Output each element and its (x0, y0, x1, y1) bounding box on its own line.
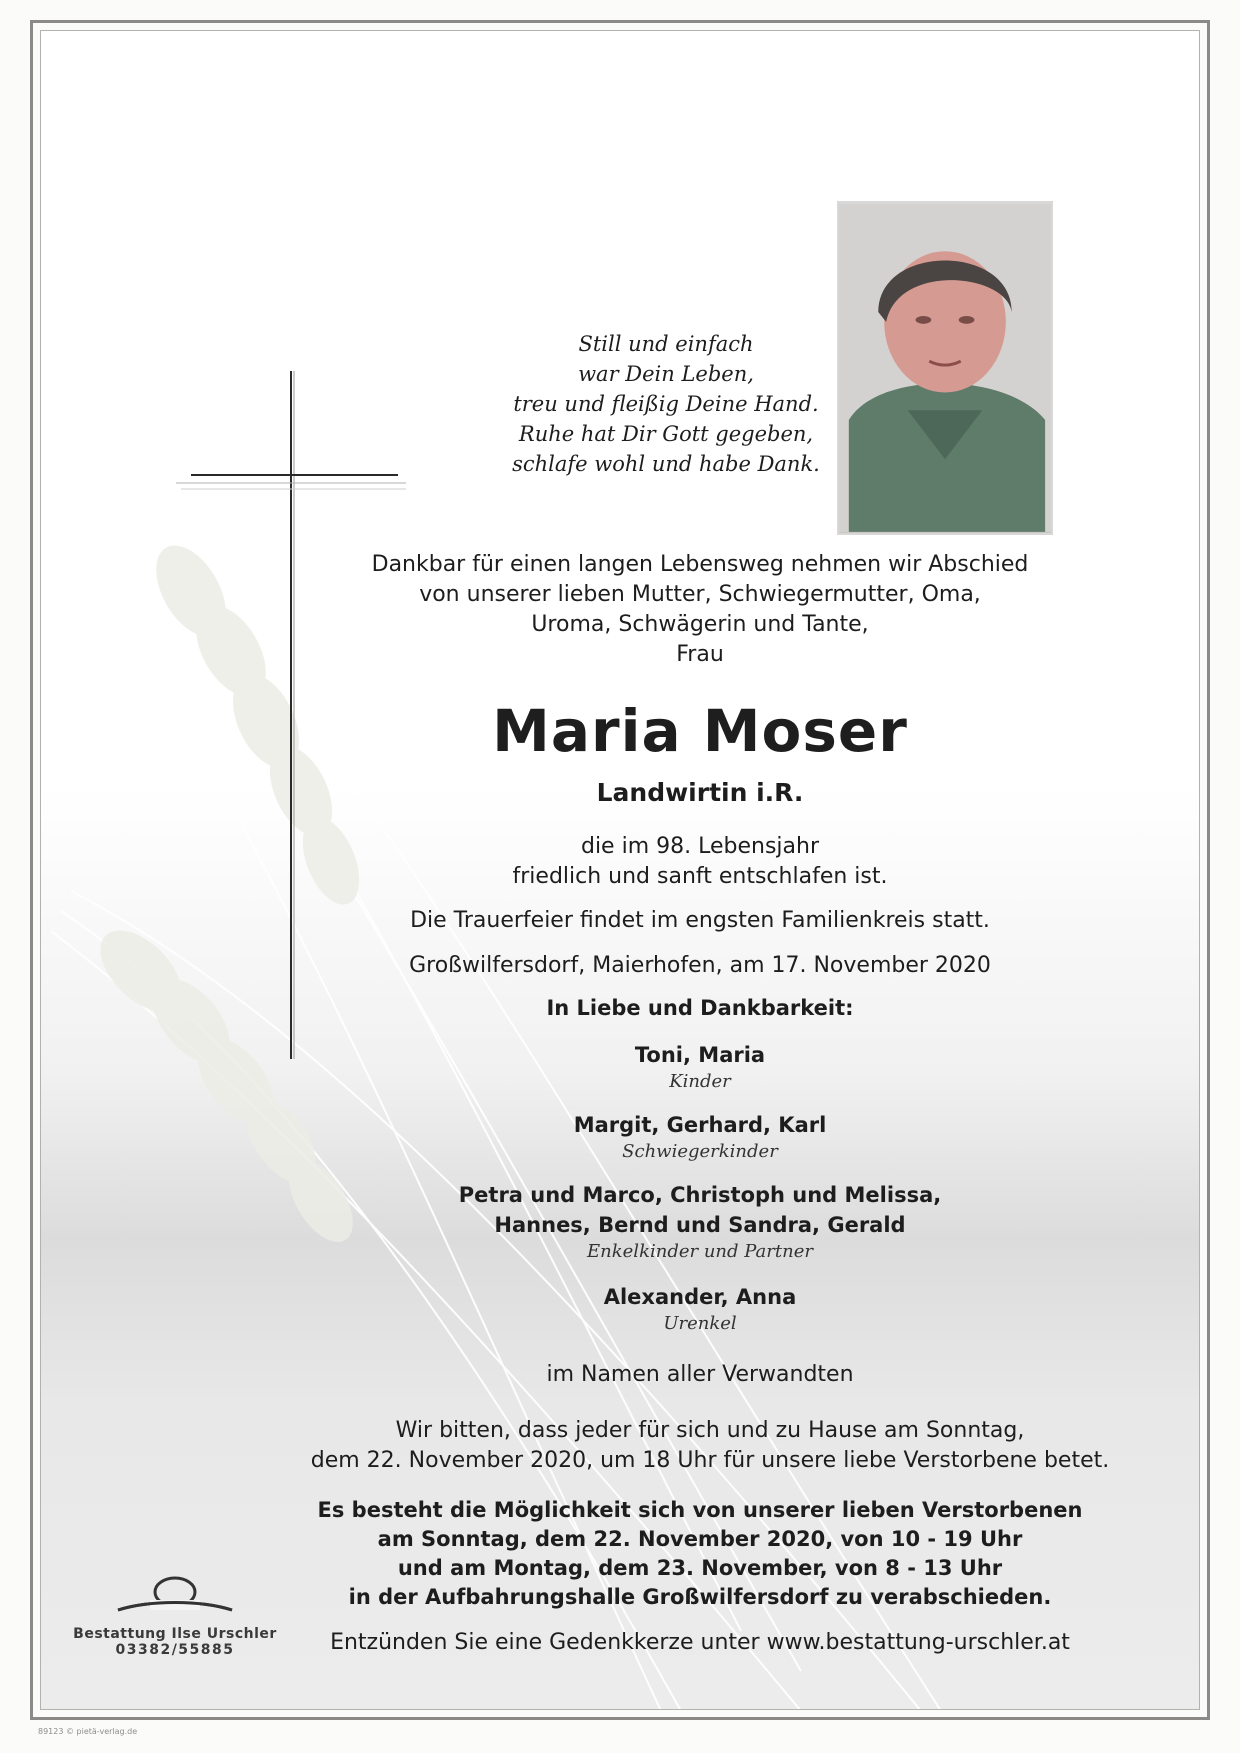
family-relation: Urenkel (663, 1313, 737, 1334)
funeral-home-phone: 03382/55885 (115, 1642, 235, 1658)
sunrise-logo-icon (110, 1570, 240, 1620)
funeral-home-name: Bestattung Ilse Urschler (73, 1626, 277, 1642)
prayer-text (280, 1416, 1140, 1476)
farewell-line: Es besteht die Möglichkeit sich von unserer lieben Verstorbenen (317, 1498, 1083, 1522)
family-names: Alexander, Anna (603, 1285, 797, 1309)
age-text (250, 832, 1150, 892)
place-date: Großwilfersdorf, Maierhofen, am 17. November 2020 (409, 953, 991, 978)
poem (421, 329, 911, 479)
intro-line: Frau (676, 642, 724, 667)
deceased-occupation: Landwirtin i.R. (596, 778, 804, 807)
intro-line: Dankbar für einen langen Lebensweg nehmen wir Abschied (371, 552, 1029, 577)
intro-text (250, 550, 1150, 670)
family-group-grandchildren (250, 1180, 1150, 1264)
poem-line: treu und fleißig Deine Hand. (513, 392, 819, 416)
family-names: Margit, Gerhard, Karl (573, 1113, 827, 1137)
family-names: Hannes, Bernd und Sandra, Gerald (494, 1213, 906, 1237)
family-group-children-in-law (250, 1110, 1150, 1164)
deceased-name: Maria Moser (492, 697, 908, 765)
poem-line: war Dein Leben, (578, 362, 754, 386)
poem-line: Ruhe hat Dir Gott gegeben, (518, 422, 814, 446)
farewell-line: in der Aufbahrungshalle Großwilfersdorf zu verabschieden. (348, 1585, 1052, 1609)
print-code: 89123 © pietä-verlag.de (38, 1727, 138, 1736)
age-line: die im 98. Lebensjahr (580, 834, 819, 859)
farewell-line: am Sonntag, dem 22. November 2020, von 10 - 19 Uhr (377, 1527, 1023, 1551)
family-relation: Schwiegerkinder (622, 1141, 778, 1162)
family-relation: Enkelkinder und Partner (587, 1241, 813, 1262)
prayer-line: Wir bitten, dass jeder für sich und zu Hause am Sonntag, (395, 1418, 1025, 1443)
family-group-children (250, 1040, 1150, 1094)
farewell-line: und am Montag, dem 23. November, von 8 - 13 Uhr (397, 1556, 1003, 1580)
poem-line: Still und einfach (578, 332, 754, 356)
family-relation: Kinder (669, 1071, 731, 1092)
age-line: friedlich und sanft entschlafen ist. (512, 864, 888, 889)
intro-line: Uroma, Schwägerin und Tante, (531, 612, 869, 637)
relatives-line: im Namen aller Verwandten (546, 1362, 854, 1387)
intro-line: von unserer lieben Mutter, Schwiegermutter, Oma, (419, 582, 981, 607)
family-names: Toni, Maria (634, 1043, 766, 1067)
farewell-text (250, 1496, 1150, 1612)
prayer-line: dem 22. November 2020, um 18 Uhr für unsere liebe Verstorbene betet. (310, 1448, 1110, 1473)
ceremony-text: Die Trauerfeier findet im engsten Familienkreis statt. (410, 908, 990, 933)
poem-line: schlafe wohl und habe Dank. (512, 452, 820, 476)
candle-line: Entzünden Sie eine Gedenkkerze unter www.bestattung-urschler.at (330, 1630, 1070, 1655)
family-names: Petra und Marco, Christoph und Melissa, (458, 1183, 942, 1207)
family-group-great-grandchildren (250, 1282, 1150, 1336)
love-line: In Liebe und Dankbarkeit: (546, 996, 854, 1020)
funeral-home-logo (65, 1570, 285, 1658)
